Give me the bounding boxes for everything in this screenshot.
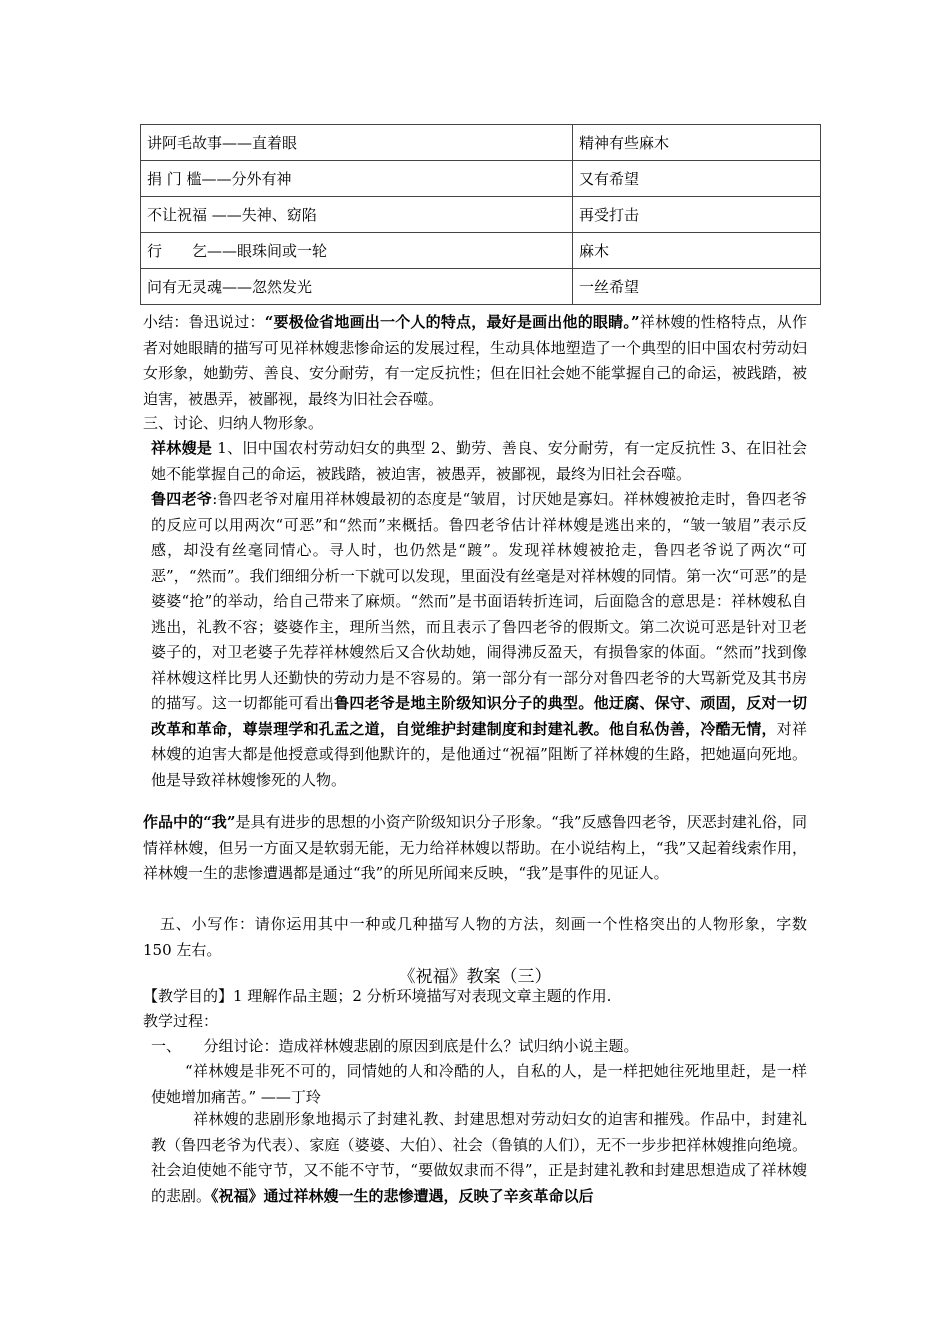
table-cell-state: 一丝希望: [573, 269, 821, 305]
narrator-paragraph: [143, 810, 807, 887]
section-3-heading: 三、讨论、归纳人物形象。: [143, 414, 324, 432]
ding-ling-quote: “祥林嫂是非死不可的，同情她的人和冷酷的人，自私的人，是一样把她往死地里赶，是一样使她增加痛苦。” ——丁玲: [151, 1062, 807, 1106]
table-cell-description: 捐 门 槛——分外有神: [141, 161, 573, 197]
lusi-laoye-paragraph: [151, 487, 807, 793]
lusi-text-2: 对祥林嫂的迫害大都是他授意或得到他默许的，是他通过“祝福”阻断了祥林嫂的生路，把她逼向死地。他是导致祥林嫂惨死的人物。: [151, 719, 807, 789]
table-cell-description: 行 乞——眼珠间或一轮: [141, 233, 573, 269]
table-cell-state: 精神有些麻木: [573, 125, 821, 161]
table-row: [141, 197, 821, 233]
xianglin-sao-paragraph: [151, 436, 807, 487]
summary-text: 祥林嫂的性格特点，从作者对她眼睛的描写可见祥林嫂悲惨命运的发展过程，生动具体地塑造了一个典型的旧中国农村劳动妇女形象，她勤劳、善良、安分耐劳，有一定反抗性；但在旧社会她不能掌握自己的命运，被践踏，被迫害，被愚弄，被鄙视，最终为旧社会吞噬。: [143, 313, 807, 408]
summary-lead: 小结：鲁迅说过：: [143, 313, 265, 331]
tragedy-text: 祥林嫂的悲剧形象地揭示了封建礼教、封建思想对劳动妇女的迫害和摧残。作品中，封建礼教（鲁四老爷为代表）、家庭（婆婆、大伯）、社会（鲁镇的人们），无不一步步把祥林嫂推向绝境。社会迫使她不能守节，又不能不守节，“要做奴隶而不得”，正是封建礼教和封建思想造成了祥林嫂的悲剧。: [151, 1110, 807, 1205]
table-cell-state: 再受打击: [573, 197, 821, 233]
narrator-label: 作品中的“我”: [143, 813, 236, 831]
table-cell-description: 讲阿毛故事——直着眼: [141, 125, 573, 161]
section-5-writing-task: 五、小写作：请你运用其中一种或几种描写人物的方法，刻画一个性格突出的人物形象，字数 150 左右。: [143, 915, 807, 959]
lusi-label: 鲁四老爷: [151, 490, 213, 508]
tragedy-paragraph: [151, 1107, 807, 1209]
teaching-process-heading: 教学过程：: [143, 1012, 219, 1030]
narrator-text: 是具有进步的思想的小资产阶级知识分子形象。“我”反感鲁四老爷，厌恶封建礼俗，同情祥林嫂，但另一方面又是软弱无能，无力给祥林嫂以帮助。在小说结构上，“我”又起着线索作用，祥林嫂一生的悲惨遭遇都是通过“我”的所见所闻来反映，“我”是事件的见证人。: [143, 813, 807, 882]
lu-xun-quote: “要极俭省地画出一个人的特点，最好是画出他的眼睛。”: [264, 313, 640, 331]
lusi-bold-conclusion: 鲁四老爷是地主阶级知识分子的典型。他迂腐、保守、顽固，反对一切改革和革命，尊崇理学和孔孟之道，自觉维护封建制度和封建礼教。他自私伪善，冷酷无情，: [151, 694, 807, 738]
table-row: [141, 125, 821, 161]
summary-paragraph: [143, 310, 807, 412]
xianglin-label: 祥林嫂是: [151, 439, 213, 457]
table-cell-description: 不让祝福 ——失神、窈陷: [141, 197, 573, 233]
theme-statement: 《祝福》通过祥林嫂一生的悲惨遭遇，反映了辛亥革命以后: [211, 1186, 594, 1205]
lesson-3-title: 《祝福》教案（三）: [398, 967, 552, 987]
teaching-goal: 【教学目的】1 理解作品主题；2 分析环境描写对表现文章主题的作用.: [143, 987, 612, 1005]
xianglin-text: 1、旧中国农村劳动妇女的典型 2、勤劳、善良、安分耐劳，有一定反抗性 3、在旧社会她不能掌握自己的命运，被践踏，被迫害，被愚弄，被鄙视，最终为旧社会吞噬。: [151, 439, 807, 483]
eyes-description-table: [140, 124, 821, 305]
discussion-step-1: 一、 分组讨论：造成祥林嫂悲剧的原因到底是什么？试归纳小说主题。: [151, 1037, 639, 1055]
table-cell-description: 问有无灵魂——忽然发光: [141, 269, 573, 305]
table-cell-state: 又有希望: [573, 161, 821, 197]
table-row: [141, 269, 821, 305]
table-row: [141, 233, 821, 269]
table-cell-state: 麻木: [573, 233, 821, 269]
lusi-text-1: :鲁四老爷对雇用祥林嫂最初的态度是“皱眉，讨厌她是寡妇。祥林嫂被抢走时，鲁四老爷的反应可以用两次“可恶”和“然而”来概括。鲁四老爷估计祥林嫂是逃出来的，“皱一皱眉”表示反感，却没有丝毫同情心。寻人时，也仍然是“踱”。发现祥林嫂被抢走，鲁四老爷说了两次“可恶”，“然而”。我们细细分析一下就可以发现，里面没有丝毫是对祥林嫂的同情。第一次“可恶”的是婆婆“抢”的举动，给自己带来了麻烦。“然而”是书面语转折连词，后面隐含的意思是：祥林嫂私自逃出，礼教不容；婆婆作主，理所当然，而且表示了鲁四老爷的假斯文。第二次说可恶是针对卫老婆子的，对卫老婆子先荐祥林嫂然后又合伙劫她，闹得沸反盈天，有损鲁家的体面。“然而”找到像祥林嫂这样比男人还勤快的劳动力是不容易的。第一部分有一部分对鲁四老爷的大骂新党及其书房的描写。这一切都能可看出: [151, 490, 807, 712]
table-row: [141, 161, 821, 197]
